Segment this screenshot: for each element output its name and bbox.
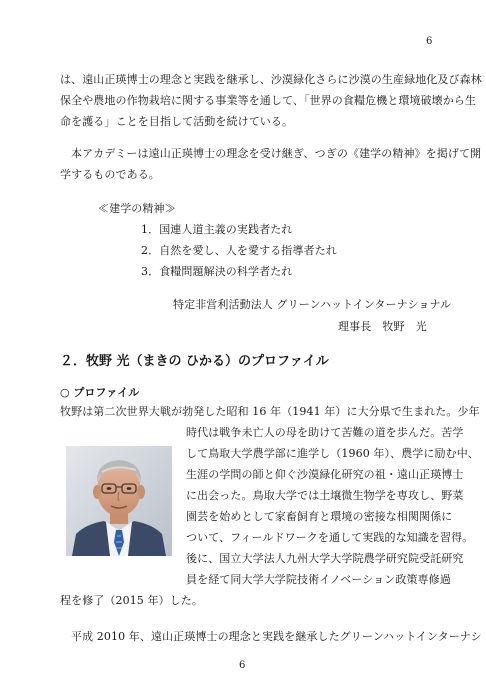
spirit-item: 1．国連人道主義の実践者たれ xyxy=(141,223,293,236)
text-line: 学するものである。 xyxy=(60,168,160,181)
spirit-item: 2．自然を愛し、人を愛する指導者たれ xyxy=(141,244,337,257)
text-line: 後に、国立大学法人九州大学大学院農学研究院受託研究 xyxy=(186,552,464,565)
page-number-top: 6 xyxy=(426,36,433,47)
text-line: して鳥取大学農学部に進学し（1960 年）、農学に励む中、 xyxy=(186,447,479,460)
text-line: は、遠山正瑛博士の理念と実践を継承し、沙漠緑化さらに沙漠の生産緑地化及び森林 xyxy=(60,73,482,86)
page-number-bottom: 6 xyxy=(239,660,246,671)
closing-line: 平成 2010 年、遠山正瑛博士の理念と実践を継承したグリーンハットインターナシ xyxy=(71,630,482,643)
text-line: ついて、フィールドワークを通して実践的な知識を習得。 xyxy=(186,531,474,544)
signature-person: 理事長 牧野 光 xyxy=(338,320,427,333)
section-heading: ２．牧野 光（まきの ひかる）のプロファイル xyxy=(60,354,329,369)
spirit-title: ≪建学の精神≫ xyxy=(98,202,176,215)
text-line: 時代は戦争未亡人の母を助けて苦難の道を歩んだ。苦学 xyxy=(186,426,464,439)
text-line: 牧野は第二次世界大戦が勃発した昭和 16 年（1941 年）に大分県で生まれた。少年 xyxy=(60,405,480,418)
profile-heading: ○ プロファイル xyxy=(60,386,140,399)
text-line: に出会った。鳥取大学では土壌微生物学を専攻し、野菜 xyxy=(186,489,464,502)
text-line: 生涯の学問の師と仰ぐ沙漠緑化研究の祖・遠山正瑛博士 xyxy=(186,468,464,481)
text-line: 園芸を始めとして家畜飼育と環境の密接な相関関係に xyxy=(186,510,453,523)
portrait-photo xyxy=(66,446,172,556)
spirit-item: 3．食糧問題解決の科学者たれ xyxy=(141,265,293,278)
portrait-illustration xyxy=(66,446,172,556)
text-line: 本アカデミーは遠山正瑛博士の理念を受け継ぎ、つぎの《建学の精神》を掲げて開 xyxy=(71,147,482,160)
text-line: 員を経て同大学大学院技術イノベーション政策専修過 xyxy=(186,573,451,586)
signature-org: 特定非営利活動法人 グリーンハットインターナショナル xyxy=(173,298,452,311)
text-line: 程を修了（2015 年）した。 xyxy=(60,594,203,607)
text-line: 命を護る」ことを目指して活動を続けている。 xyxy=(60,115,294,128)
text-line: 保全や農地の作物栽培に関する事業等を通して、「世界の食糧危機と環境破壊から生 xyxy=(60,94,477,107)
